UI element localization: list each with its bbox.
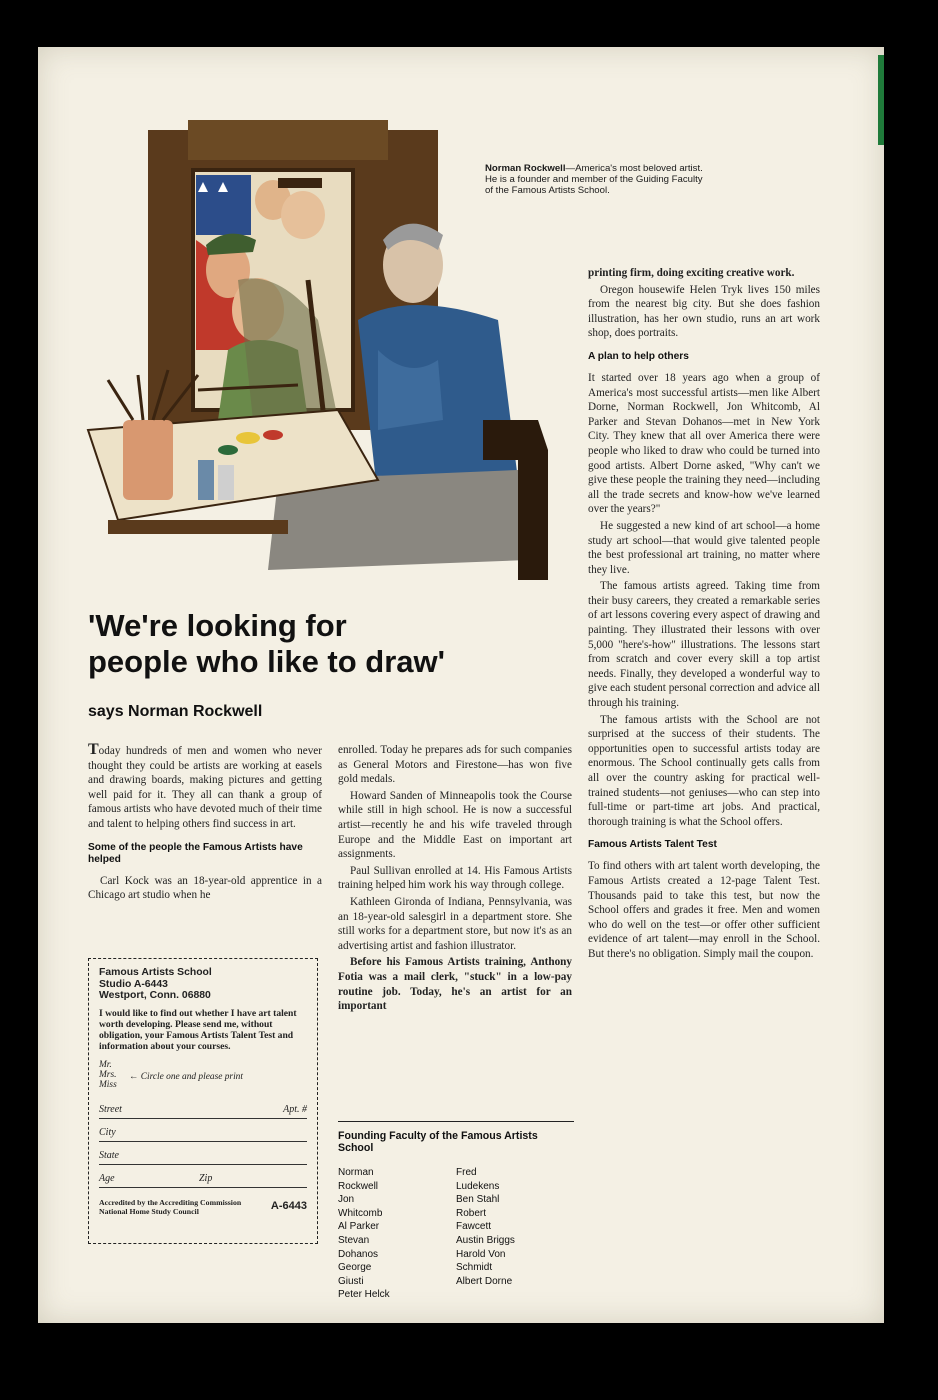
title-selector[interactable]: [99, 1060, 307, 1096]
faculty-name: Austin Briggs: [456, 1234, 515, 1246]
headline-line-1: 'We're looking for: [88, 608, 347, 643]
faculty-names: [338, 1166, 574, 1302]
paragraph-howard-sanden: Howard Sanden of Minneapolis took the Course while still in high school. He is now a successful artist—recently he and his wife traveled through Europe and the Middle East on important art assignments.: [338, 789, 572, 861]
caption-name: Norman Rockwell: [485, 163, 566, 174]
paragraph-anthony-fotia: Before his Famous Artists training, Anthony Fotia was a mail clerk, "stuck" in a low-pay routine job. Today, he's an artist for an important: [338, 956, 572, 1013]
coupon-code: A-6443: [270, 1199, 307, 1212]
mail-coupon[interactable]: [88, 958, 318, 1244]
paragraph-paul-sullivan: Paul Sullivan enrolled at 14. His Famous Artists training helped him work his way through college.: [338, 864, 572, 892]
paragraph-printing-firm: printing firm, doing exciting creative work.: [588, 267, 795, 279]
column-2: [338, 743, 572, 1016]
cover-edge: [878, 55, 884, 145]
founding-faculty: [338, 1121, 574, 1302]
zip-label: Zip: [199, 1172, 213, 1184]
drop-cap: T: [88, 741, 99, 758]
age-zip-field[interactable]: [99, 1173, 307, 1188]
caption-text: —America's most beloved artist. He is a founder and member of the Guiding Faculty of the Famous Artists School.: [485, 163, 703, 196]
street-label: Street: [99, 1103, 122, 1115]
faculty-name: Norman Rockwell: [338, 1167, 379, 1192]
state-field[interactable]: [99, 1150, 307, 1165]
faculty-name: Harold Von Schmidt: [456, 1248, 506, 1274]
accreditation-text: Accredited by the Accrediting Commission National Home Study Council: [99, 1197, 242, 1216]
faculty-title: Founding Faculty of the Famous Artists School: [338, 1121, 574, 1154]
state-label: State: [99, 1149, 119, 1161]
paragraph-opportunities: The famous artists with the School are not surprised at the success of their students. The opportunities open to successful artists today are enormous. The School continually gets calls from all over the country asking for practical well-trained students—not geniuses—who can step into full-time or part-time art jobs. And practical, thorough training is what the School offers.: [588, 713, 820, 828]
section-heading-people-helped: Some of the people the Famous Artists have helped: [88, 841, 303, 865]
address-city: Westport, Conn. 06880: [99, 990, 211, 1001]
circle-instruction: ← Circle one and please print: [129, 1071, 243, 1082]
accreditation-note: [99, 1198, 307, 1216]
faculty-column-left: [338, 1166, 456, 1302]
paragraph-artists-agreed: The famous artists agreed. Taking time from their busy careers, they created a remarkable series of art lessons covering every aspect of drawing and painting. They illustrated their lessons with over 5,000 "here's-how" illustrations. The lessons start from scratch and cover every skill a top artist needs. Finally, they developed a wonderful way to give each student personal correction and advice all through his training.: [588, 580, 820, 710]
faculty-name: Jon Whitcomb: [338, 1194, 383, 1219]
paragraph-enrolled: enrolled. Today he prepares ads for such companies as General Motors and Firestone—has won five gold medals.: [338, 744, 572, 786]
faculty-name: Fred Ludekens: [456, 1167, 500, 1192]
faculty-name: Al Parker: [338, 1221, 380, 1233]
paragraph-talent-test: To find others with art talent worth developing, the Famous Artists created a 12-page Talent Test. Thousands paid to take this test, but now the School offers and grades it free. Men and women who do well on the test—or offer other sufficient evidence of art talent—may enroll in the School. But there's no obligation. Simply mail the coupon.: [588, 860, 820, 960]
column-1: [88, 743, 322, 905]
faculty-name: Ben Stahl: [456, 1194, 500, 1206]
city-field[interactable]: [99, 1127, 307, 1142]
title-mrs[interactable]: Mrs.: [99, 1069, 117, 1080]
apt-label: Apt. #: [283, 1103, 307, 1115]
intro-paragraph: [88, 743, 322, 832]
street-field[interactable]: [99, 1104, 307, 1119]
faculty-name: Peter Helck: [338, 1289, 390, 1301]
faculty-name: Albert Dorne: [456, 1275, 513, 1287]
coupon-address: [99, 967, 307, 1002]
coupon-request-text: I would like to find out whether I have art talent worth developing. Please send me, without obligation, your Famous Artists Talent Test and information about your courses.: [99, 1007, 297, 1052]
paragraph-started: It started over 18 years ago when a group of America's most successful artists—men like Albert Dorne, Norman Rockwell, Jon Whitcomb, Al Parker and Stevan Dohanos—met in New York City. They knew that all over America there were people who liked to draw who could be turned into good artists. Albert Dorne asked, "Why can't we give these people the training they need—including all the trade secrets and know-how we've learned over the years?": [588, 371, 820, 516]
address-studio: Studio A-6443: [99, 978, 168, 990]
subhead: says Norman Rockwell: [88, 703, 263, 720]
faculty-name: Robert Fawcett: [456, 1207, 492, 1233]
headline: [88, 608, 568, 680]
faculty-name: George Giusti: [338, 1262, 372, 1287]
city-label: City: [99, 1126, 116, 1138]
title-mr[interactable]: Mr.: [99, 1059, 112, 1070]
address-school: Famous Artists School: [99, 967, 212, 978]
paragraph-carl-kock: Carl Kock was an 18-year-old apprentice in a Chicago art studio when he: [88, 874, 322, 902]
intro-text: oday hundreds of men and women who never thought they could be artists are working at easels and drawing boards, making pictures and getting well paid for it. They all can thank a group of famous artists who have devoted much of their time and talent to helping others find success in art.: [88, 745, 322, 830]
section-heading-talent-test: Famous Artists Talent Test: [588, 839, 717, 851]
paragraph-kathleen-gironda: Kathleen Gironda of Indiana, Pennsylvania, was an 18-year-old salesgirl in a department store. She still works for a department store, but now it's as an advertising artist and fashion illustrator.: [338, 895, 572, 952]
title-miss[interactable]: Miss: [99, 1079, 117, 1090]
faculty-column-right: [456, 1166, 574, 1302]
age-label: Age: [99, 1172, 115, 1184]
column-3: [588, 266, 820, 964]
faculty-name: Stevan Dohanos: [338, 1234, 379, 1260]
headline-line-2: people who like to draw': [88, 644, 446, 679]
paragraph-helen-tryk: Oregon housewife Helen Tryk lives 150 miles from the nearest big city. But she does fashion illustration, has her own studio, runs an art work shop, does portraits.: [588, 283, 820, 340]
illustration-caption: [485, 163, 705, 196]
paragraph-suggested: He suggested a new kind of art school—a home study art school—that would give talented people the best professional art training, no matter where they live.: [588, 519, 820, 576]
section-heading-plan: A plan to help others: [588, 350, 689, 362]
